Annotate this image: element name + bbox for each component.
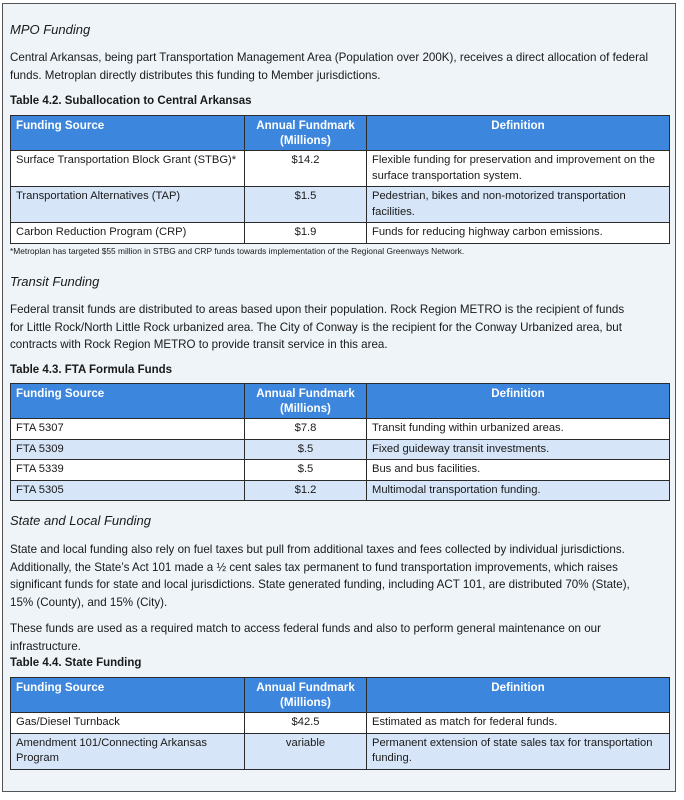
cell-source: Surface Transportation Block Grant (STBG)* xyxy=(11,151,245,187)
paragraph-line: Central Arkansas, being part Transportation Management Area (Population over 200K), receives a direct allocation of federal xyxy=(10,51,649,64)
cell-definition: Permanent extension of state sales tax for transportation funding. xyxy=(367,733,670,769)
cell-definition: Estimated as match for federal funds. xyxy=(367,713,670,734)
table-4-4 xyxy=(10,677,670,770)
table-4-3-caption: Table 4.3. FTA Formula Funds xyxy=(10,364,173,376)
cell-source: FTA 5305 xyxy=(11,480,245,501)
cell-definition: Bus and bus facilities. xyxy=(367,460,670,481)
cell-source: Carbon Reduction Program (CRP) xyxy=(11,223,245,244)
col-definition: Definition xyxy=(367,678,670,713)
table-header-row xyxy=(11,678,670,713)
paragraph-line: 15% (County), and 15% (City). xyxy=(10,595,168,609)
col-annual-fundmark: Annual Fundmark (Millions) xyxy=(245,384,367,419)
table-row xyxy=(11,713,670,734)
cell-source: Transportation Alternatives (TAP) xyxy=(11,187,245,223)
cell-definition: Funds for reducing highway carbon emissions. xyxy=(367,223,670,244)
cell-definition: Pedestrian, bikes and non-motorized transportation facilities. xyxy=(367,187,670,223)
paragraph-line: infrastructure. xyxy=(10,639,81,653)
col-annual-fundmark: Annual Fundmark (Millions) xyxy=(245,116,367,151)
col-definition: Definition xyxy=(367,116,670,151)
col-annual-fundmark: Annual Fundmark (Millions) xyxy=(245,678,367,713)
table-row xyxy=(11,460,670,481)
state-paragraph-2 xyxy=(10,620,670,655)
table-row xyxy=(11,223,670,244)
cell-amount: $7.8 xyxy=(245,419,367,440)
cell-source: Gas/Diesel Turnback xyxy=(11,713,245,734)
paragraph-line: These funds are used as a required match to access federal funds and also to perform general maintenance on our xyxy=(10,622,601,635)
cell-source: FTA 5339 xyxy=(11,460,245,481)
mpo-heading: MPO Funding xyxy=(10,22,91,37)
mpo-paragraph xyxy=(10,49,670,84)
cell-definition: Fixed guideway transit investments. xyxy=(367,439,670,460)
cell-amount: $1.9 xyxy=(245,223,367,244)
cell-amount: $42.5 xyxy=(245,713,367,734)
state-heading: State and Local Funding xyxy=(10,513,151,528)
col-funding-source: Funding Source xyxy=(11,678,245,713)
cell-amount: variable xyxy=(245,733,367,769)
cell-amount: $14.2 xyxy=(245,151,367,187)
table-4-2-footnote: *Metroplan has targeted $55 million in STBG and CRP funds towards implementation of the Regional Greenways Network. xyxy=(10,246,465,256)
cell-amount: $1.2 xyxy=(245,480,367,501)
cell-source: FTA 5309 xyxy=(11,439,245,460)
paragraph-line: contracts with Rock Region METRO to provide transit service in this area. xyxy=(10,338,388,351)
cell-source: FTA 5307 xyxy=(11,419,245,440)
paragraph-line: significant funds for state and local jurisdictions. State generated funding, including ACT 101, are distributed 70% (State), xyxy=(10,578,630,591)
transit-paragraph xyxy=(10,301,670,354)
cell-definition: Multimodal transportation funding. xyxy=(367,480,670,501)
table-4-3 xyxy=(10,383,670,501)
paragraph-line: Additionally, the State’s Act 101 made a ½ cent sales tax permanent to fund transportation improvements, which raises xyxy=(10,560,618,574)
state-paragraph-1 xyxy=(10,541,670,611)
cell-amount: $.5 xyxy=(245,460,367,481)
col-definition: Definition xyxy=(367,384,670,419)
cell-amount: $.5 xyxy=(245,439,367,460)
table-header-row xyxy=(11,116,670,151)
paragraph-line: Federal transit funds are distributed to areas based upon their population. Rock Region METRO is the recipient of funds xyxy=(10,303,625,316)
table-4-4-caption: Table 4.4. State Funding xyxy=(10,657,142,669)
cell-amount: $1.5 xyxy=(245,187,367,223)
cell-source: Amendment 101/Connecting Arkansas Program xyxy=(11,733,245,769)
transit-heading: Transit Funding xyxy=(10,274,100,289)
col-funding-source: Funding Source xyxy=(11,116,245,151)
table-row xyxy=(11,419,670,440)
paragraph-line: State and local funding also rely on fuel taxes but pull from additional taxes and fees collected by individual jurisdictions. xyxy=(10,543,625,556)
paragraph-line: funds. Metroplan directly distributes this funding to Member jurisdictions. xyxy=(10,68,381,82)
table-4-2 xyxy=(10,115,670,244)
table-row xyxy=(11,439,670,460)
col-funding-source: Funding Source xyxy=(11,384,245,419)
paragraph-line: for Little Rock/North Little Rock urbanized area. The City of Conway is the recipient for the Conway Urbanized area, but xyxy=(10,320,622,334)
cell-definition: Flexible funding for preservation and improvement on the surface transportation system. xyxy=(367,151,670,187)
cell-definition: Transit funding within urbanized areas. xyxy=(367,419,670,440)
table-4-2-caption: Table 4.2. Suballocation to Central Arkansas xyxy=(10,95,252,107)
table-row xyxy=(11,733,670,769)
table-row xyxy=(11,187,670,223)
table-header-row xyxy=(11,384,670,419)
table-row xyxy=(11,480,670,501)
table-row xyxy=(11,151,670,187)
